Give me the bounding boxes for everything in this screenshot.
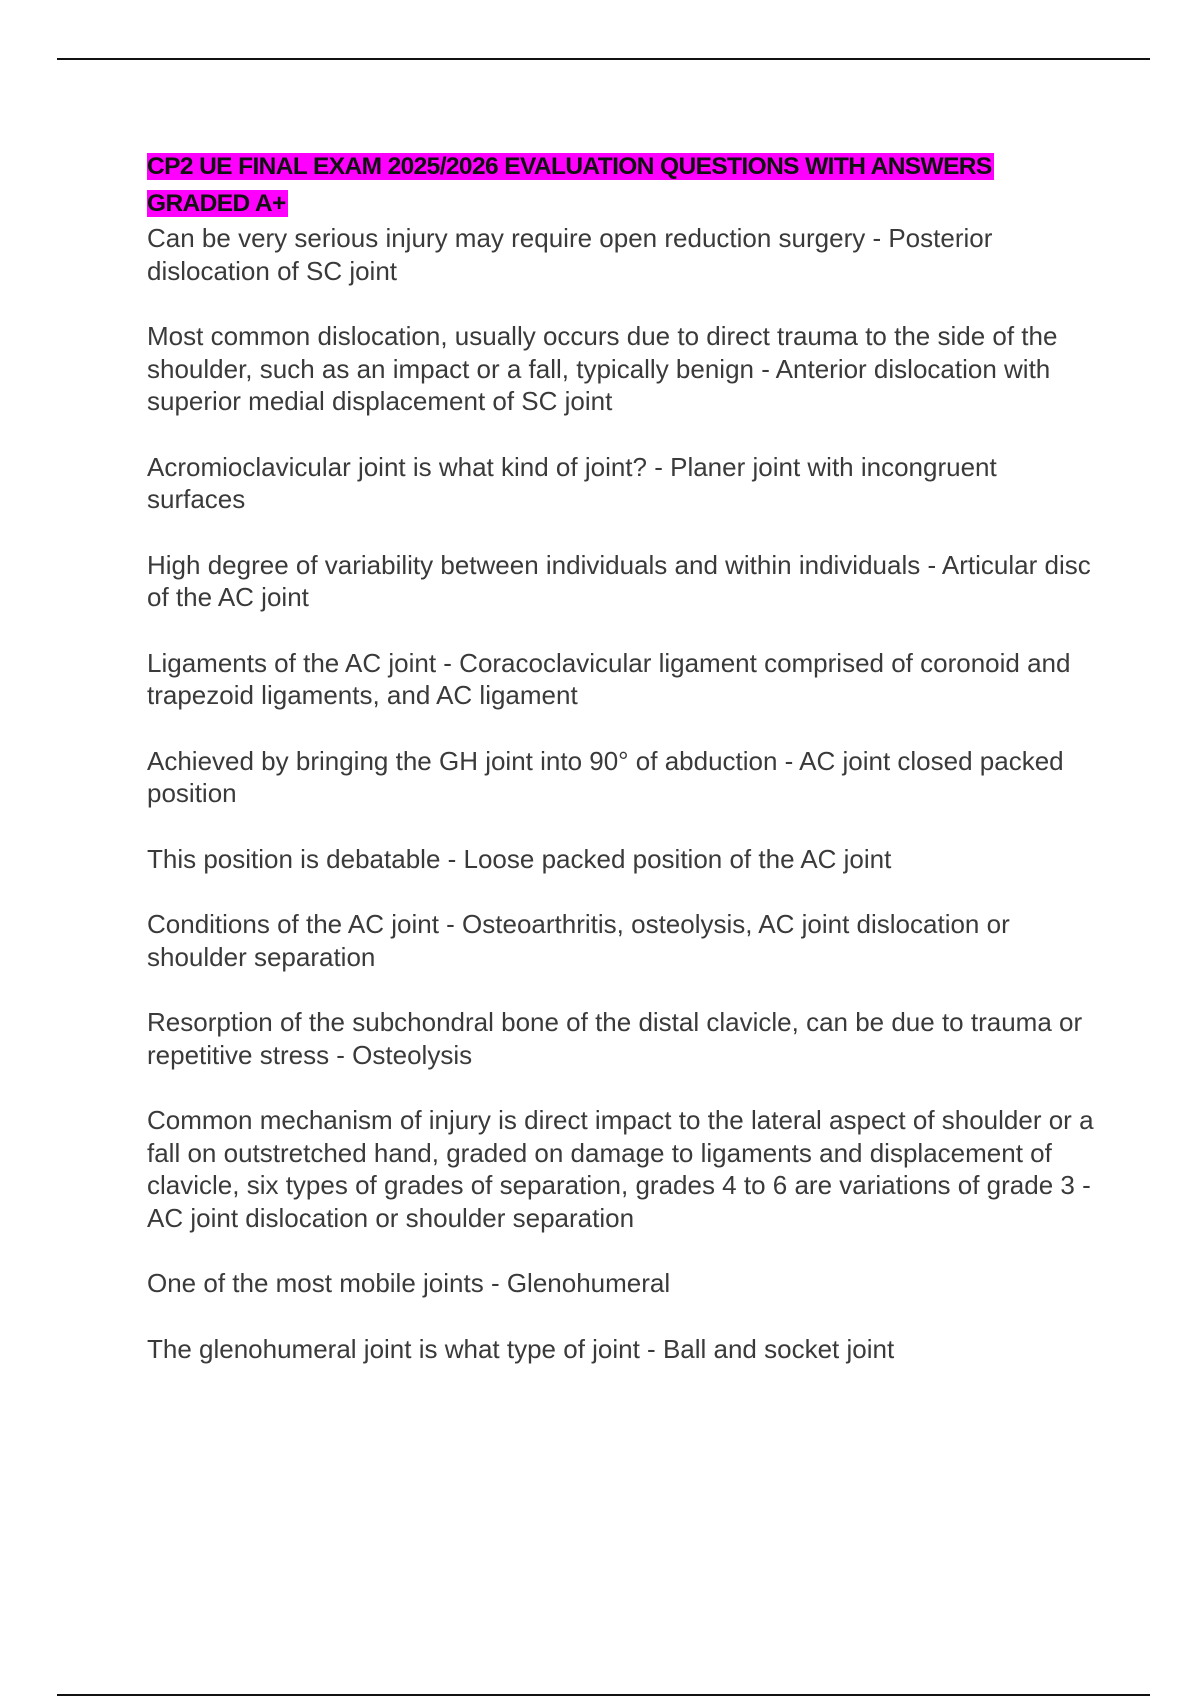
document-body [147,148,1097,1398]
qa-item: This position is debatable - Loose packed position of the AC joint [147,843,892,874]
qa-item: One of the most mobile joints - Glenohumeral [147,1268,671,1298]
qa-item: Ligaments of the AC joint - Coracoclavicular ligament comprised of coronoid and trapezoid ligaments, and AC ligament [147,647,1071,710]
qa-item: The glenohumeral joint is what type of joint - Ball and socket joint [147,1333,895,1364]
qa-item: Most common dislocation, usually occurs due to direct trauma to the side of the shoulder, such as an impact or a fall, typically benign - Anterior dislocation with superior medial displacement of SC joint [147,321,1058,416]
document-title [147,148,1097,222]
qa-item: Acromioclavicular joint is what kind of joint? - Planer joint with incongruent surfaces [147,451,997,514]
qa-item: High degree of variability between individuals and within individuals - Articular disc of the AC joint [147,549,1091,612]
qa-item: Resorption of the subchondral bone of the distal clavicle, can be due to trauma or repetitive stress - Osteolysis [147,1007,1083,1070]
footer-rule [57,1694,1150,1696]
qa-item: Can be very serious injury may require open reduction surgery - Posterior dislocation of SC joint [147,223,993,286]
title-highlight: CP2 UE FINAL EXAM 2025/2026 EVALUATION QUESTIONS WITH ANSWERS GRADED A+ [147,153,992,217]
header-rule [57,58,1150,60]
qa-item: Achieved by bringing the GH joint into 90° of abduction - AC joint closed packed position [147,745,1064,808]
qa-item: Common mechanism of injury is direct impact to the lateral aspect of shoulder or a fall on outstretched hand, graded on damage to ligaments and displacement of clavicle, six types of grades of separation, grades 4 to 6 are variations of grade 3 - AC joint dislocation or shoulder separation [147,1105,1094,1233]
qa-item: Conditions of the AC joint - Osteoarthritis, osteolysis, AC joint dislocation or shoulder separation [147,909,1010,972]
